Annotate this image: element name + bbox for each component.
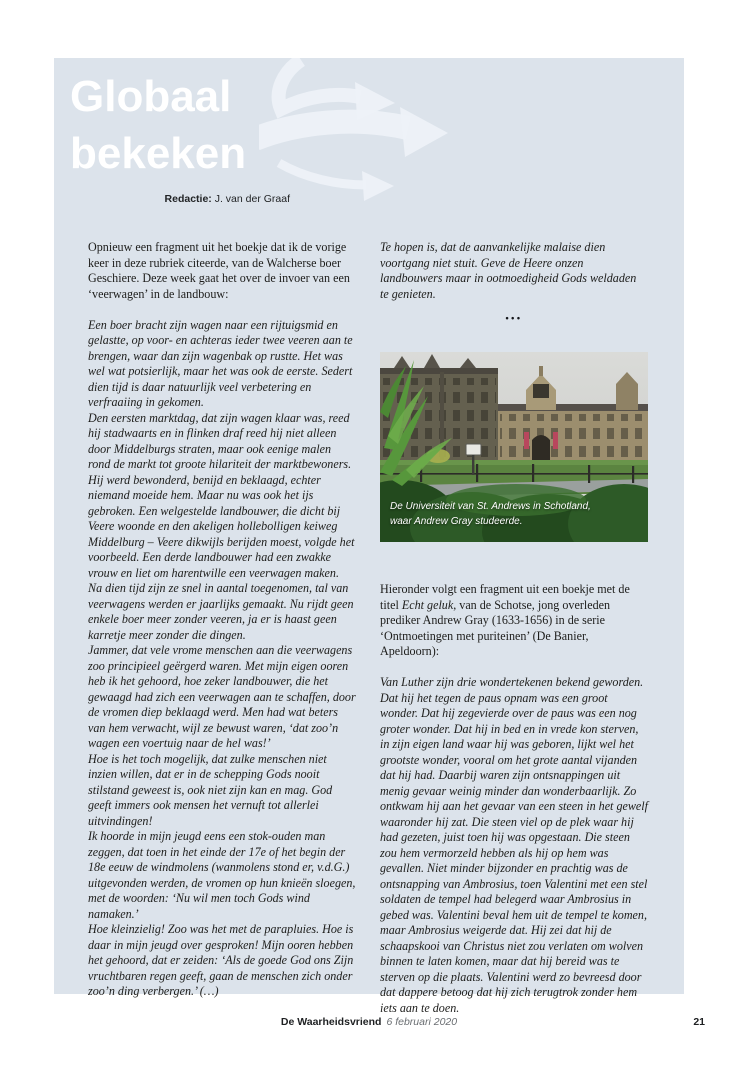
photo-caption-line2: waar Andrew Gray studeerde. (390, 516, 523, 527)
quote-paragraph: Den eersten marktdag, dat zijn wagen klaar was, reed hij stadwaarts en in flinken draf reed hij niet alleen door Middelburgs straten, maar ook eenige malen rond de markt tot groote hilariteit der marktbewoners. Hij werd bewonderd, benijd en beklaagd, echter niemand moeide hem. Maar nu was ook het ijs gebroken. Een welgestelde landbouwer, die dicht bij Veere woonde en den akeligen hollebolligen keiweg Middelburg – Veere dikwijls berijden moest, volgde het voorbeeld. Een derde landbouwer had een zwakke vrouw en liet om harentwille een veerwagen maken. (88, 410, 355, 580)
page-title-line1: Globaal (70, 72, 232, 121)
photo-caption (390, 499, 591, 529)
globe-arrows-icon (259, 58, 449, 208)
column-right (380, 240, 648, 1016)
page-title-line2: bekeken (70, 129, 247, 178)
intro2-before: Hieronder volgt een fragment uit een boekje met de titel (380, 582, 630, 612)
quoted-text-main: Van Luther zijn drie wondertekenen bekend geworden. Dat hij het tegen de paus opnam was een groot wonder. Dat hij zegevierde over de paus was een nog groter wonder. Dat hij in bed en in vrede kon sterven, in zijn eigen land waar hij was geboren, lijkt wel het grootste wonder, vooral om het grote aantal vijanden dat hij had. Daarbij waren zijn ontsnappingen uit menig gevaar weinig minder dan wonderbaarlijk. Zo ontkwam hij aan het gevaar van een steen in het gewelf waaronder hij zat. Die steen viel op de plek waar hij had gezeten, juist toen hij was opgestaan. Die steen zou hem vermorzeld hebben als hij op hem was gevallen. Niet minder bijzonder en prachtig was de ontsnapping van Ambrosius, toen Valentini met een stel soldaten de tempel had belegerd waar Ambrosius in gebed was. Valentini beval hem uit de tempel te komen, maar Ambrosius weigerde dat. Hij zei dat hij de schaapskooi van Christus niet zou verlaten om wolven binnen te laten komen, maar dat hij bereid was te sterven op die plaats. Valentini werd zo bevreesd door dat dappere betoog dat hij zich terugtrok zonder hem iets aan te doen. (380, 675, 649, 1015)
quote-paragraph: Een boer bracht zijn wagen naar een rijtuigsmid en gelastte, op voor- en achteras ieder twee veeren aan te brengen, waar dan zijn wagenbak op rustte. Het was wel wat potsierlijk, maar het was ook de eerste. Sedert dien tijd is daar natuurlijk veel verbetering en verfraaiing in gekomen. (88, 317, 353, 409)
redactie-label: Redactie: (164, 193, 212, 205)
footer (0, 1016, 738, 1028)
intro2-after: , van de Schotse, jong overleden prediker Andrew Gray (1633-1656) in de serie ‘Ontmoetingen met puriteinen’ (De Banier, Apeldoorn): (380, 597, 611, 658)
quote-paragraph: Jammer, dat vele vrome menschen aan die veerwagens zoo principieel geërgerd waren. Met mijn eigen ooren heb ik het gehoord, hoe zeker landbouwer, die het gewaagd had zich een veerwagen aan te schaffen, door de vromen diep beklaagd werd. Men had wat beters van hem verwacht, wijl ze bewust waren, ‘dat zoo’n wagen een voertuig naar de hel was!’ (88, 643, 356, 750)
page-title (70, 68, 246, 182)
redactie-line (88, 193, 290, 205)
journal-name: De Waarheidsvriend (280, 1016, 382, 1028)
quoted-text-top: Te hopen is, dat de aanvankelijke malaise dien voortgang niet stuit. Geve de Heere onzen landbouwers maar in ootmoedigheid Gods weldaden te genieten. (380, 240, 637, 301)
intro-paragraph-2 (380, 582, 648, 660)
quote-paragraph: Ik hoorde in mijn jeugd eens een stok-ouden man zeggen, dat toen in het einde der 17e of het begin der 18e eeuw de windmolens (wanmolens stond er, v.d.G.) uitgevonden werden, de vromen op hun knieën sloegen, met de woorden: ‘Nu wil men toch Gods wind namaken.’ (88, 829, 356, 921)
intro2-booktitle: Echt geluk (401, 597, 454, 612)
quote-paragraph: Hoe kleinzielig! Zoo was het met de parapluies. Hoe is daar in mijn jeugd over gesproken! Mijn ooren hebben het gehoord, dat er zeiden: ‘Als de goede God ons Zijn vruchtbaren regen geeft, gaan de menschen zich onder zoo’n ding verbergen.’ (…) (88, 922, 354, 998)
intro-paragraph: Opnieuw een fragment uit het boekje dat ik de vorige keer in deze rubriek citeerde, van de Walcherse boer Geschiere. Deze week gaat het over de invoer van een ‘veerwagen’ in de landbouw: (88, 240, 350, 301)
quoted-text-block (88, 318, 356, 1000)
article-photo (380, 352, 648, 542)
column-left (88, 240, 356, 1000)
photo-caption-line1: De Universiteit van St. Andrews in Schotland, (390, 501, 591, 512)
redactie-name: J. van der Graaf (211, 193, 290, 205)
section-separator: ••• (505, 313, 523, 323)
header-panel (54, 58, 684, 1015)
quote-paragraph: Hoe is het toch mogelijk, dat zulke menschen niet inzien willen, dat er in de schepping Gods nooit stilstand geweest is, ook niet zijn kan en mag. God geeft immers ook mensen het vernuft tot allerlei uitvindingen! (88, 751, 333, 828)
issue-date: 6 februari 2020 (386, 1016, 458, 1028)
quote-paragraph: Na dien tijd zijn ze snel in aantal toegenomen, tal van veerwagens werden er jaarlijks gemaakt. Nu rijdt geen enkele boer meer zonder veeren, ja er is haast geen karretje meer zonder die dingen. (88, 581, 354, 642)
paragraph-gap (88, 302, 356, 318)
page-number: 21 (693, 1016, 705, 1028)
